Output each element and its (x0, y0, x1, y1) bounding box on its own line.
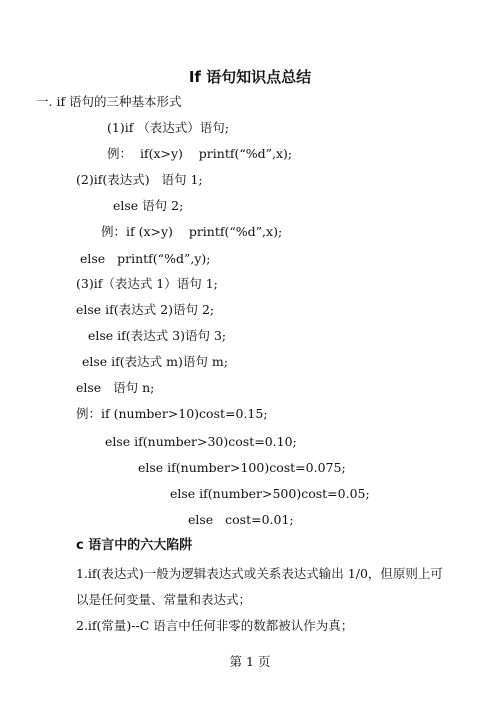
pitfall-1-line-2: 以是任何变量、常量和表达式； (76, 592, 252, 607)
example-else-if-500: else if(number>500)cost=0.05; (170, 486, 370, 501)
form-2-line: (2)if(表达式) 语句 1; (76, 172, 203, 187)
section-heading-if-forms: 一. if 语句的三种基本形式 (36, 94, 182, 109)
form-3-else-if-2: else if(表达式 2)语句 2; (76, 302, 215, 317)
form-1-example: 例： if(x>y) printf(“%d”,x); (107, 146, 293, 161)
section-heading-pitfalls: c 语言中的六大陷阱 (76, 538, 193, 553)
form-1-line: (1)if （表达式）语句; (107, 120, 230, 135)
example-else-final: else cost=0.01; (188, 512, 294, 527)
document-title: If 语句知识点总结 (188, 68, 312, 86)
form-2-example-else: else printf(“%d”,y); (80, 251, 211, 266)
form-3-else-if-m: else if(表达式 m)语句 m; (82, 354, 228, 369)
example-else-if-100: else if(number>100)cost=0.075; (138, 460, 346, 475)
form-3-else-n: else 语句 n; (76, 380, 155, 395)
form-3-else-if-3: else if(表达式 3)语句 3; (88, 328, 227, 343)
form-2-else-line: else 语句 2; (113, 198, 184, 213)
form-3-line: (3)if（表达式 1）语句 1; (76, 276, 218, 291)
form-3-example: 例：if (number>10)cost=0.15; (76, 406, 268, 421)
example-else-if-30: else if(number>30)cost=0.10; (105, 434, 297, 449)
pitfall-2-line: 2.if(常量)--C 语言中任何非零的数都被认作为真； (76, 618, 354, 633)
page-number: 第 1 页 (229, 654, 271, 669)
pitfall-1-line-1: 1.if(表达式)一般为逻辑表达式或关系表达式输出 1/0，但原则上可 (76, 566, 443, 581)
form-2-example: 例：if (x>y) printf(“%d”,x); (101, 224, 283, 239)
